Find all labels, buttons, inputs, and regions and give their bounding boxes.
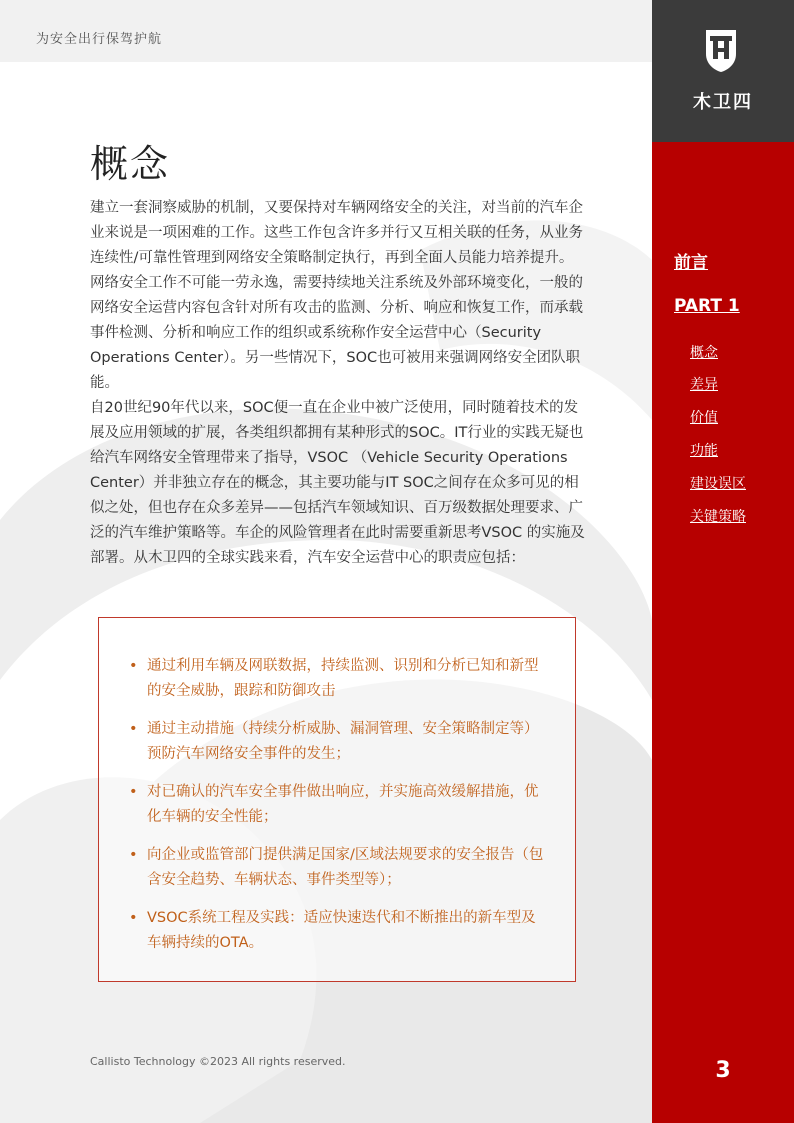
header-tagline: 为安全出行保驾护航 [36, 32, 163, 47]
nav-item-function[interactable]: 功能 [690, 443, 718, 459]
paragraph: 自20世纪90年代以来，SOC便一直在企业中被广泛使用，同时随着技术的发展及应用领域的扩展，各类组织都拥有某种形式的SOC。IT行业的实践无疑也给汽车网络安全管理带来了指导，VSOC （Vehicle Security Operations Center）并非独立存在的概念，其主要功能与IT SOC之间存在众多可见的相似之处，但也存在众多差异——包括汽车领域知识、百万级数据处理要求、广泛的汽车维护策略等。车企的风险管理者在此时需要重新思考VSOC 的实施及部署。从木卫四的全球实践来看，汽车安全运营中心的职责应包括： [90, 400, 585, 566]
list-item: • 对已确认的汽车安全事件做出响应，并实施高效缓解措施，优化车辆的安全性能； [129, 780, 547, 830]
top-header-bar [0, 0, 652, 62]
responsibilities-callout-box [98, 617, 576, 982]
sidebar-nav-panel [652, 142, 794, 1123]
list-item: • 向企业或监管部门提供满足国家/区域法规要求的安全报告（包含安全趋势、车辆状态、事件类型等）； [129, 843, 547, 893]
page-title: 概念 [90, 142, 171, 187]
nav-section-part1[interactable]: PART 1 [674, 296, 740, 316]
list-item: • 通过主动措施（持续分析威胁、漏洞管理、安全策略制定等）预防汽车网络安全事件的发生； [129, 717, 547, 767]
footer-copyright: Callisto Technology ©2023 All rights reserved. [90, 1055, 346, 1068]
page-number: 3 [715, 1058, 731, 1083]
brand-logo-text: 木卫四 [693, 92, 753, 113]
paragraph: 网络安全工作不可能一劳永逸，需要持续地关注系统及外部环境变化，一般的网络安全运营内容包含针对所有攻击的监测、分析、响应和恢复工作，而承载事件检测、分析和响应工作的组织或系统称作安全运营中心（Security Operations Center）。另一些情况下，SOC也可被用来强调网络安全团队职能。 [90, 275, 583, 391]
responsibilities-list [99, 618, 575, 956]
list-item: • 通过利用车辆及网联数据，持续监测、识别和分析已知和新型的安全威胁，跟踪和防御攻击 [129, 654, 547, 704]
nav-item-pitfalls[interactable]: 建设误区 [690, 476, 746, 492]
nav-section-preface[interactable]: 前言 [674, 253, 708, 273]
nav-item-value[interactable]: 价值 [690, 410, 718, 426]
paragraph: 建立一套洞察威胁的机制，又要保持对车辆网络安全的关注，对当前的汽车企业来说是一项困难的工作。这些工作包含许多并行又互相关联的任务，从业务连续性/可靠性管理到网络安全策略制定执行，再到全面人员能力培养提升。 [90, 200, 583, 266]
nav-item-strategy[interactable]: 关键策略 [690, 509, 746, 525]
list-item: • VSOC系统工程及实践：适应快速迭代和不断推出的新车型及车辆持续的OTA。 [129, 906, 547, 956]
shield-logo-icon [704, 28, 738, 74]
nav-item-difference[interactable]: 差异 [690, 377, 718, 393]
nav-item-concept[interactable]: 概念 [690, 345, 718, 361]
body-text [90, 196, 590, 571]
